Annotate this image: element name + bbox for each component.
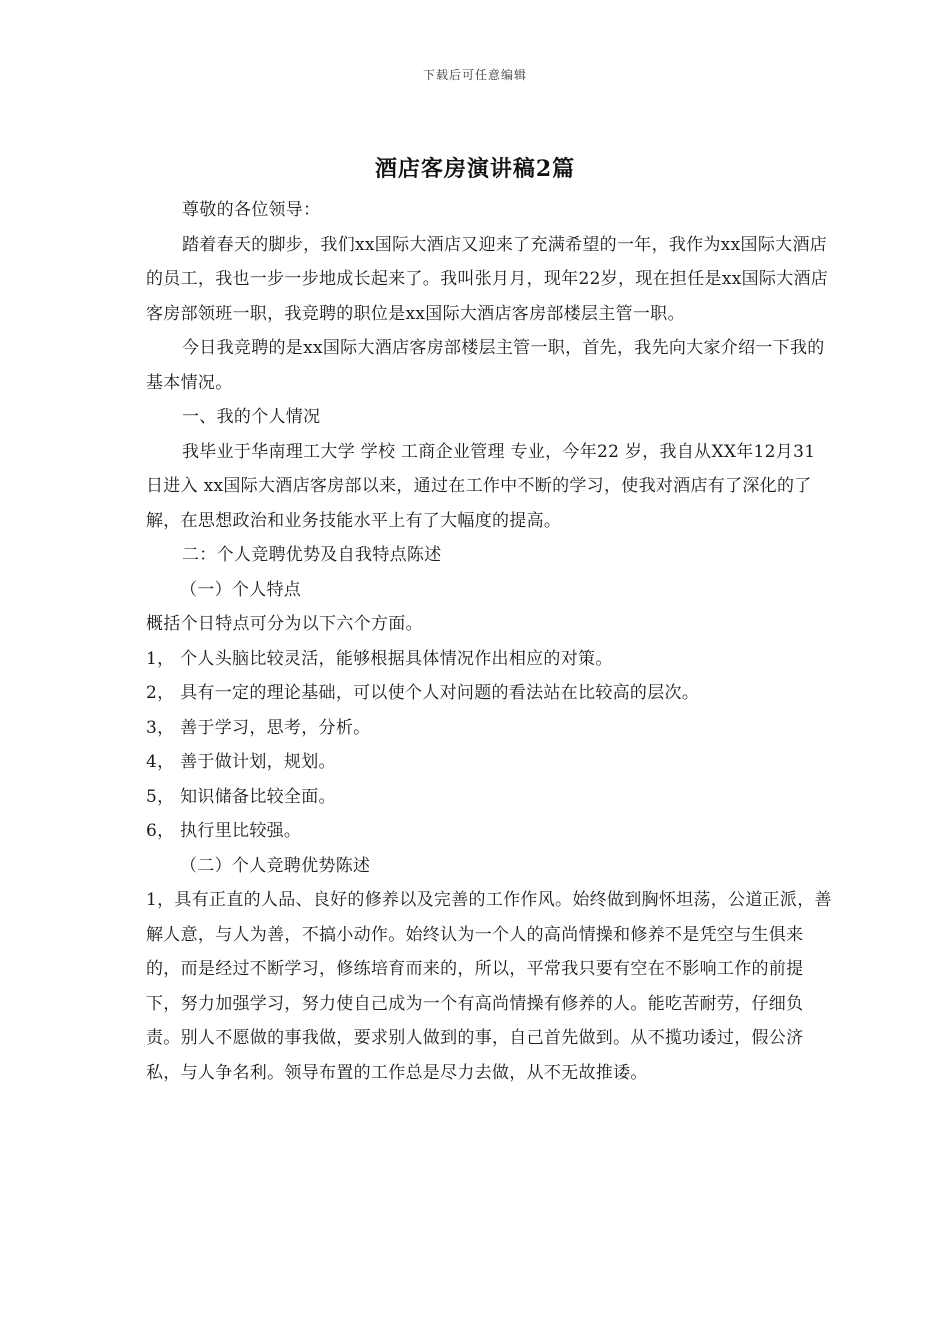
paragraph-section-1: 我毕业于华南理工大学 学校 工商企业管理 专业，今年22 岁，我自从XX年12月31 日进入 xx国际大酒店客房部以来，通过在工作中不断的学习，使我对酒店有了深化的了解，在思想政治和业务技能水平上有了大幅度的提高。 [146, 441, 816, 531]
header-note: 下载后可任意编辑 [422, 68, 527, 82]
subsection-heading-2: （二）个人竞聘优势陈述 [180, 855, 371, 876]
trait-item-6: 6， 执行里比较强。 [146, 821, 302, 841]
trait-item-2: 2， 具有一定的理论基础，可以使个人对问题的看法站在比较高的层次。 [146, 683, 700, 703]
trait-item-3: 3， 善于学习，思考，分析。 [146, 717, 371, 738]
paragraph-intro-2: 今日我竞聘的是xx国际大酒店客房部楼层主管一职，首先，我先向大家介绍一下我的基本情况。 [146, 338, 825, 393]
salutation: 尊敬的各位领导： [182, 200, 321, 220]
document-body [146, 193, 836, 1090]
document-title: 酒店客房演讲稿2篇 [374, 156, 576, 182]
trait-item-1: 1， 个人头脑比较灵活，能够根据具体情况作出相应的对策。 [146, 648, 613, 669]
trait-item-4: 4， 善于做计划，规划。 [146, 752, 336, 772]
trait-item-5: 5， 知识储备比较全面。 [146, 786, 336, 807]
paragraph-intro-1: 踏着春天的脚步，我们xx国际大酒店又迎来了充满希望的一年，我作为xx国际大酒店的员工，我也一步一步地成长起来了。我叫张月月，现年22岁，现在担任是xx国际大酒店客房部领班一职，我竞聘的职位是xx国际大酒店客房部楼层主管一职。 [146, 234, 829, 324]
section-heading-1: 一、我的个人情况 [182, 407, 321, 427]
paragraph-sub-2: 1，具有正直的人品、良好的修养以及完善的工作作风。始终做到胸怀坦荡，公道正派，善解人意，与人为善，不搞小动作。始终认为一个人的高尚情操和修养不是凭空与生俱来的，而是经过不断学习，修练培育而来的，所以，平常我只要有空在不影响工作的前提下，努力加强学习，努力使自己成为一个有高尚情操有修养的人。能吃苦耐劳，仔细负责。别人不愿做的事我做，要求别人做到的事，自己首先做到。从不揽功诿过，假公济私，与人争名利。领导布置的工作总是尽力去做，从不无故推诿。 [146, 890, 832, 1083]
subsection-heading-1: （一）个人特点 [180, 579, 302, 600]
section-heading-2: 二：个人竞聘优势及自我特点陈述 [182, 545, 442, 565]
paragraph-sub-1-intro: 概括个日特点可分为以下六个方面。 [146, 614, 423, 634]
